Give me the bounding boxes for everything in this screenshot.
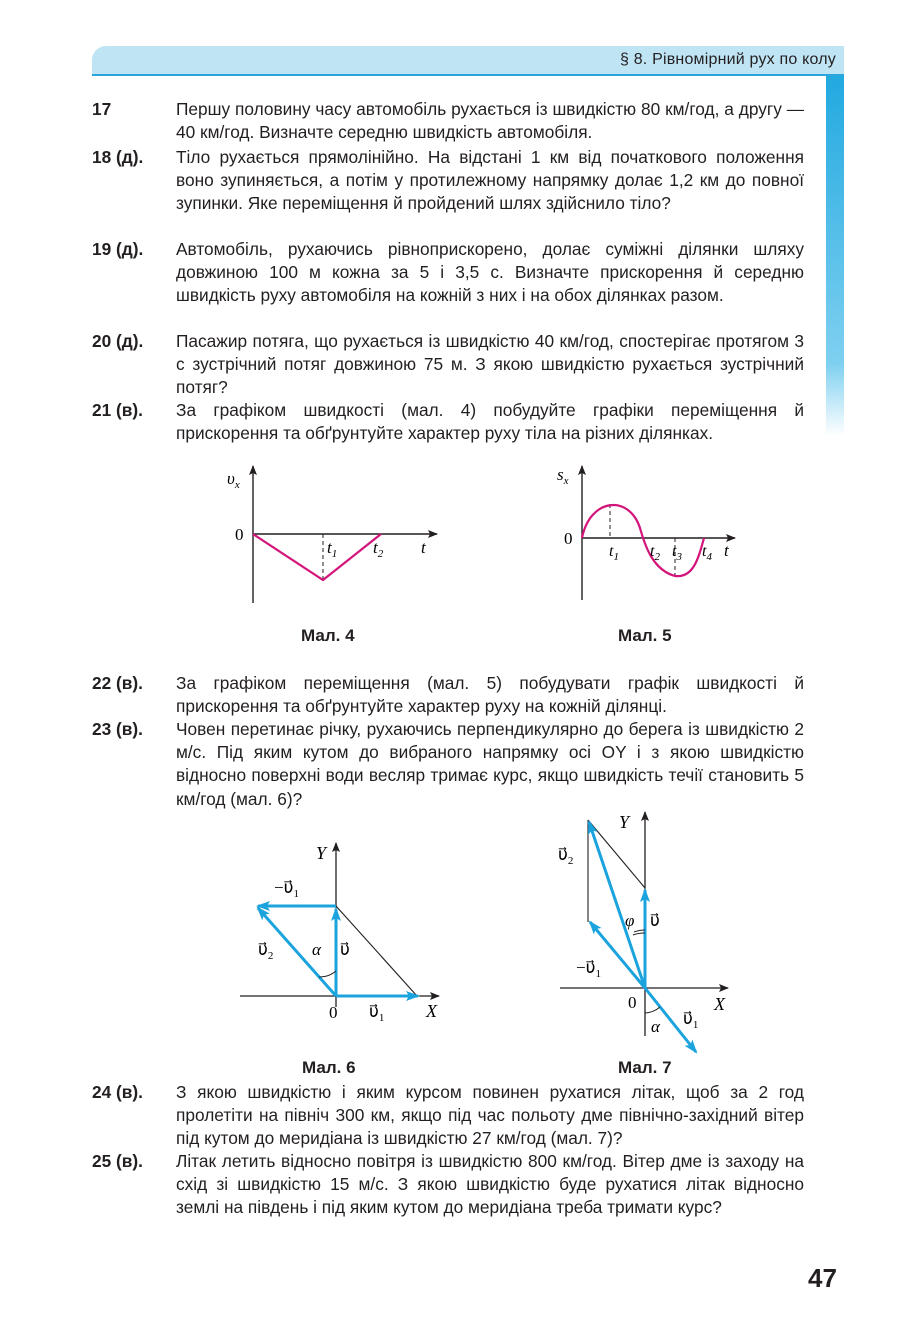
figure-5-displacement-graph	[545, 458, 745, 608]
problem-text: Автомобіль, рухаючись рівноприскорено, долає суміжні ділянки шляху довжиною 100 м кожна за 5 і 3,5 с. Визначте прискорення й середню швидкість руху автомобіля на кожній з них і на обох ділянках разом.	[176, 239, 804, 306]
problem-text: За графіком швидкості (мал. 4) побудуйте графіки переміщення й прискорення та обґрунтуйте характер руху тіла на різних ділянках.	[176, 400, 804, 444]
figure-7-vector-diagram	[550, 808, 740, 1060]
problem-number: 17	[92, 99, 112, 119]
t4-label: $t_4$	[702, 543, 712, 563]
phi-arc-second	[633, 933, 645, 935]
x-axis-label: t	[421, 538, 426, 557]
y-axis-label: Y	[619, 812, 630, 832]
t3-label: $t_3$	[672, 543, 682, 563]
problem-number: 22 (в).	[92, 673, 143, 693]
t2-label: $t_2$	[373, 538, 384, 560]
figure-4-velocity-graph	[215, 458, 455, 608]
v-label: υ⃗	[650, 911, 660, 930]
problem-18	[92, 146, 804, 216]
origin-label: 0	[628, 993, 637, 1012]
origin-label: 0	[564, 529, 573, 548]
phi-arc	[634, 930, 645, 932]
problem-25	[92, 1150, 804, 1220]
figure-5-caption: Мал. 5	[618, 626, 672, 645]
side-accent-bar	[826, 76, 844, 436]
v2-label: $\upsilon⃗_2$	[258, 940, 274, 962]
problem-17	[92, 98, 804, 144]
origin-label: 0	[235, 525, 244, 544]
x-axis-label: X	[714, 994, 725, 1014]
problem-number: 18 (д).	[92, 147, 144, 167]
problem-text: З якою швидкістю і яким курсом повинен рухатися літак, щоб за 2 год пролетіти на північ 300 км, якщо під час польоту дме північно-західний вітер під кутом до меридіана із швидкістю 27 км/год (мал. 7)?	[176, 1082, 804, 1149]
problem-23	[92, 718, 804, 811]
parallelogram-edge-top	[588, 820, 645, 888]
x-axis-label: X	[426, 1001, 437, 1021]
v1-label: $\upsilon⃗_1$	[369, 1002, 385, 1024]
problem-number: 19 (д).	[92, 239, 144, 259]
page-number: 47	[808, 1263, 837, 1293]
x-axis-label: t	[724, 541, 729, 560]
y-axis-label: Y	[316, 843, 327, 863]
v1-label: $\upsilon⃗_1$	[683, 1009, 699, 1031]
problem-text: Пасажир потяга, що рухається із швидкістю 40 км/год, спостерігає протягом 3 с зустрічний потяг довжиною 75 м. З якою швидкістю рухається зустрічний потяг?	[176, 331, 804, 398]
section-title: § 8. Рівномірний рух по колу	[619, 51, 836, 68]
alpha-label: α	[651, 1017, 660, 1036]
figure-6-caption: Мал. 6	[302, 1058, 356, 1077]
problem-number: 24 (в).	[92, 1082, 143, 1102]
problem-20	[92, 330, 804, 400]
neg-v1-label: $-\upsilon⃗_1$	[274, 878, 299, 900]
problem-number: 20 (д).	[92, 331, 144, 351]
problem-number: 21 (в).	[92, 400, 143, 420]
problem-number: 23 (в).	[92, 719, 143, 739]
figure-4-caption: Мал. 4	[301, 626, 355, 645]
problem-22	[92, 672, 804, 718]
phi-label: φ	[625, 911, 635, 930]
problem-text: За графіком переміщення (мал. 5) побудувати графік швидкості й прискорення та обґрунтуйте характер руху на кожній ділянці.	[176, 673, 804, 717]
problem-text: Літак летить відносно повітря із швидкістю 800 км/год. Вітер дме із заходу на схід зі швидкістю 15 м/с. З якою швидкістю буде рухатися літак відносно землі на південь і під яким кутом до меридіана треба тримати курс?	[176, 1151, 804, 1218]
problem-24	[92, 1081, 804, 1151]
neg-v1-label: $-\upsilon⃗_1$	[576, 958, 601, 980]
displacement-curve	[582, 505, 704, 576]
t1-label: $t_1$	[327, 538, 338, 560]
problem-number: 25 (в).	[92, 1151, 143, 1171]
running-header	[92, 46, 844, 74]
problem-text: Тіло рухається прямолінійно. На відстані 1 км від початкового положення воно зупиняється, а потім у протилежному напрямку долає 1,2 км до повної зупинки. Яке переміщення й пройдений шлях здійснило тіло?	[176, 147, 804, 214]
vector-v2	[589, 822, 645, 988]
figure-6-vector-diagram	[236, 835, 446, 1030]
figure-7-caption: Мал. 7	[618, 1058, 672, 1077]
t1-label: $t_1$	[609, 543, 619, 563]
v2-label: $\upsilon⃗_2$	[558, 845, 574, 867]
problem-text: Човен перетинає річку, рухаючись перпендикулярно до берега із швидкістю 2 м/с. Під яким кутом до вибраного напрямку осі OY і з якою швидкістю відносно поверхні води весляр тримає курс, якщо швидкість течії становить 5 км/год (мал. 6)?	[176, 719, 804, 809]
origin-label: 0	[329, 1003, 338, 1022]
problem-19	[92, 238, 804, 308]
problem-text: Першу половину часу автомобіль рухається із швидкістю 80 км/год, а другу — 40 км/год. Визначте середню швидкість автомобіля.	[176, 99, 804, 143]
alpha-label: α	[312, 940, 321, 959]
alpha-arc	[319, 971, 336, 977]
header-rule	[92, 74, 844, 76]
problem-21	[92, 399, 804, 445]
alpha-arc	[645, 1007, 660, 1013]
v-label: υ⃗	[340, 940, 350, 959]
y-axis-label: $s_x$	[557, 465, 569, 487]
t2-label: $t_2$	[650, 543, 660, 563]
velocity-curve	[253, 534, 381, 580]
y-axis-label: $\upsilon_x$	[227, 469, 240, 491]
